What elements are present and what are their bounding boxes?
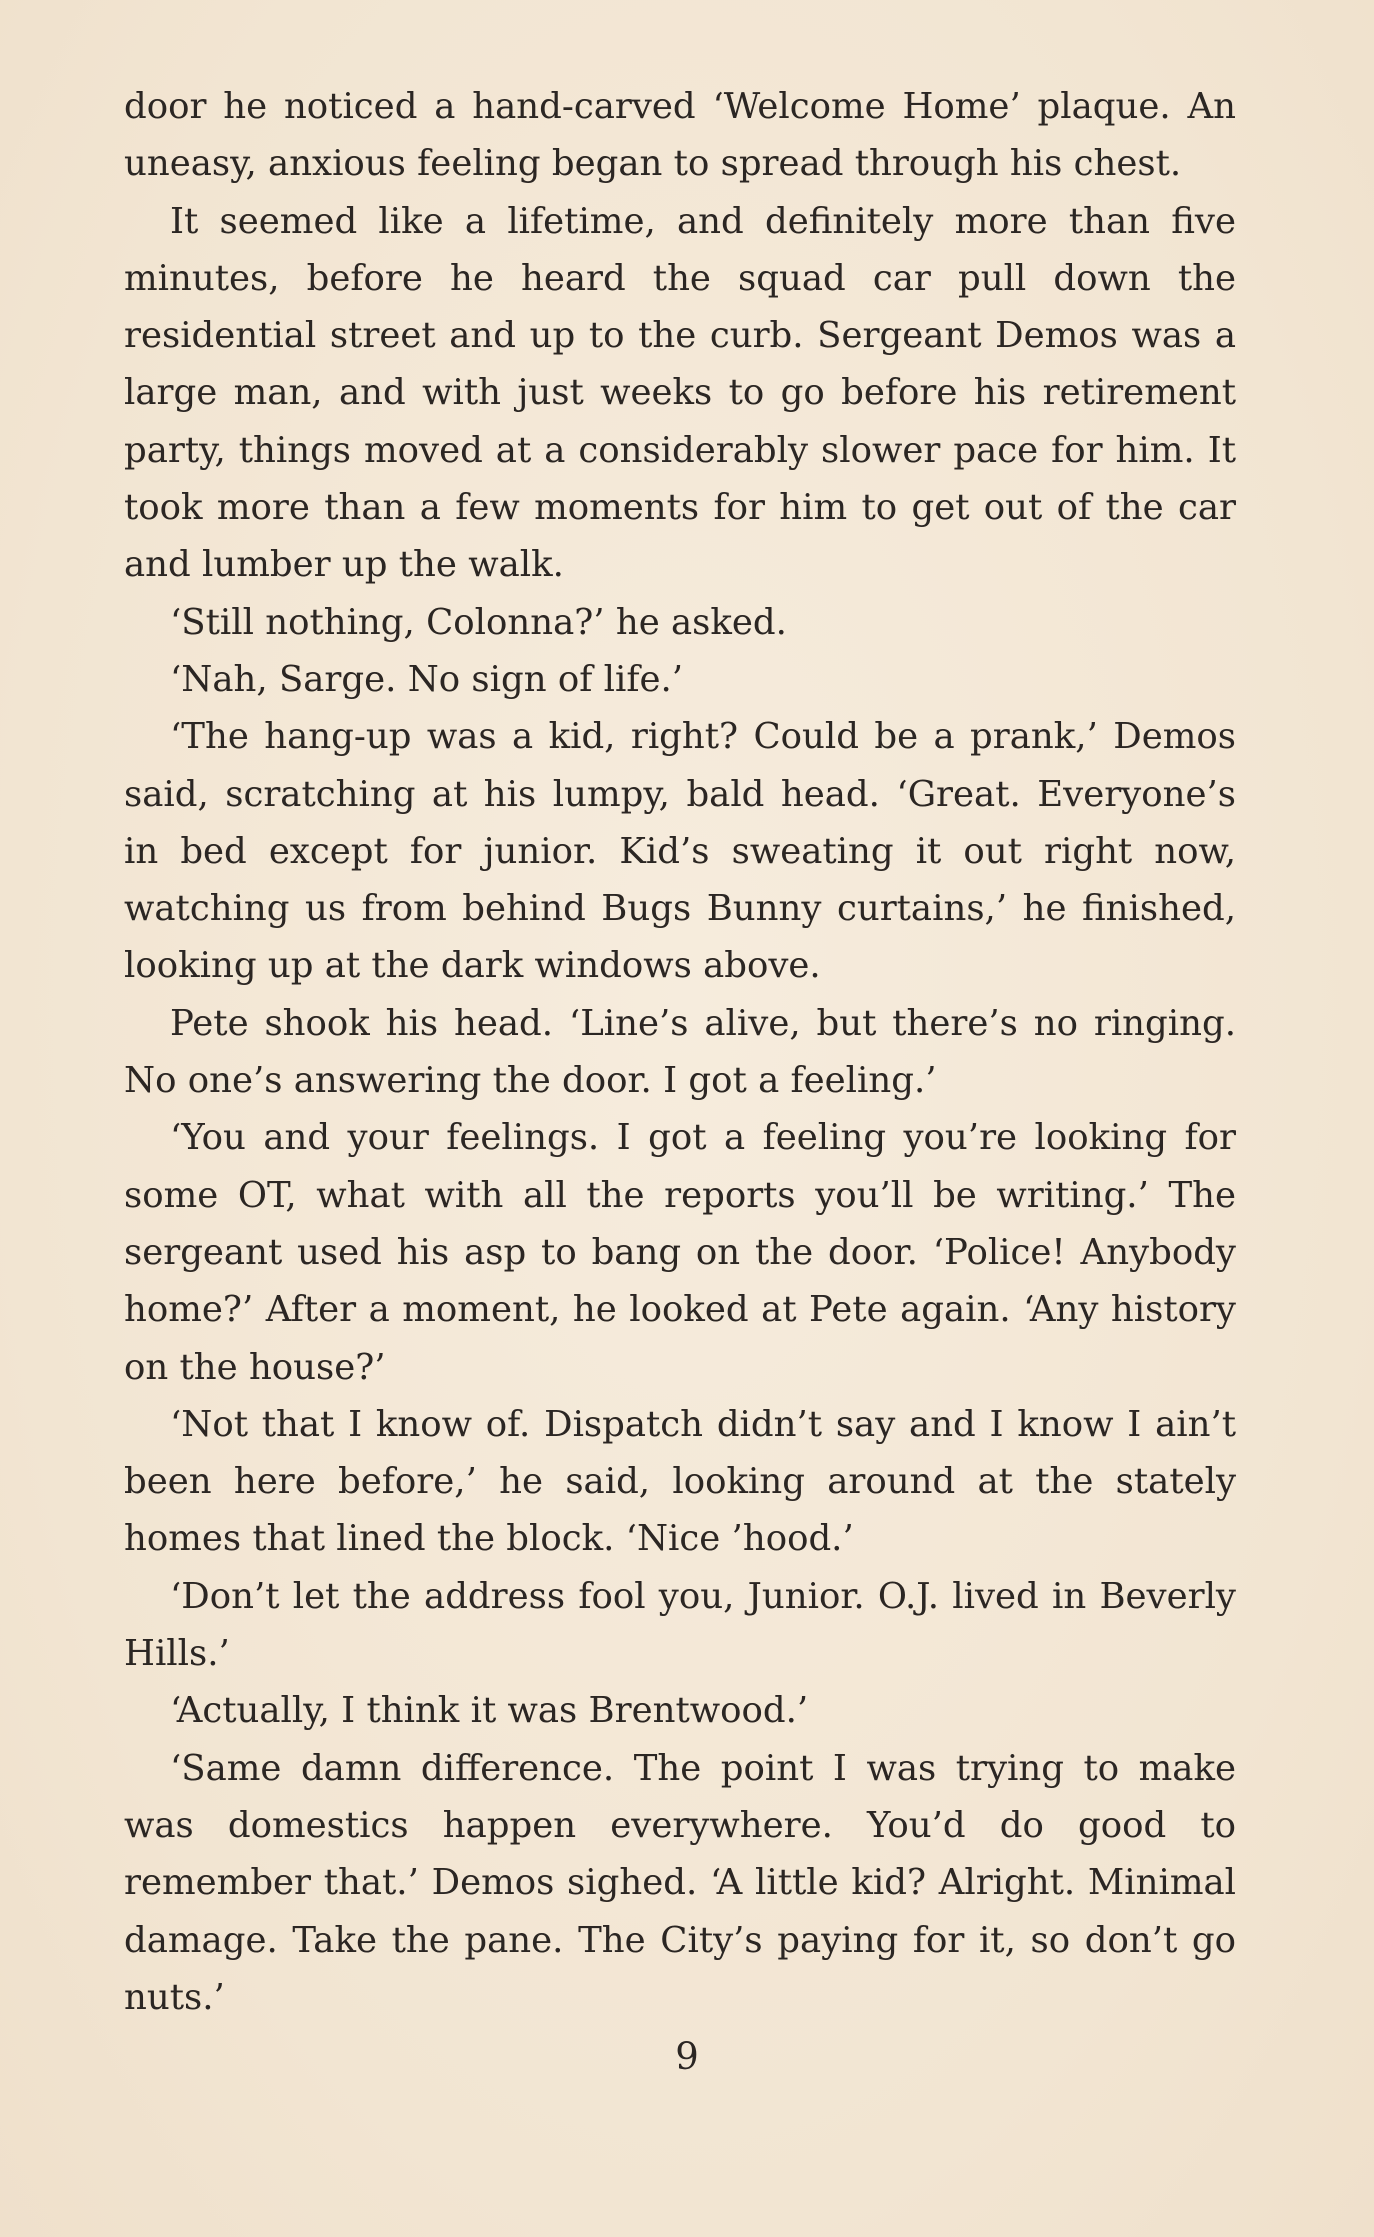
paragraph: ‘Nah, Sarge. No sign of life.’	[170, 658, 684, 700]
body-text	[124, 78, 1236, 2026]
page-number: 9	[675, 2035, 699, 2078]
paragraph: ‘Don’t let the address fool you, Junior. O.J. lived in Beverly Hills.’	[124, 1575, 1236, 1675]
paragraph: It seemed like a lifetime, and definitely more than five minutes, before he heard the squad car pull down the residential street and up to the curb. Sergeant Demos was a large man, and with just weeks to go before his retirement party, things moved at a considerably slower pace for him. It took more than a few moments for him to get out of the car and lumber up the walk.	[124, 200, 1236, 586]
paragraph-continuation: door he noticed a hand-carved ‘Welcome Home’ plaque. An uneasy, anxious feeling began to spread through his chest.	[124, 86, 1236, 185]
paragraph: ‘You and your feelings. I got a feeling you’re looking for some OT, what with all the reports you’ll be writing.’ The sergeant used his asp to bang on the door. ‘Police! Anybody home?’ After a moment, he looked at Pete again. ‘Any history on the house?’	[124, 1117, 1236, 1388]
paragraph: ‘Actually, I think it was Brentwood.’	[170, 1690, 809, 1732]
paragraph: ‘The hang-up was a kid, right? Could be a prank,’ Demos said, scratching at his lumpy, bald head. ‘Great. Everyone’s in bed except for junior. Kid’s sweating it out right now, watching us from behind Bugs Bunny curtains,’ he finished, looking up at the dark windows above.	[124, 716, 1236, 987]
paragraph: ‘Not that I know of. Dispatch didn’t say and I know I ain’t been here before,’ he said, looking around at the stately homes that lined the block. ‘Nice ’hood.’	[124, 1403, 1236, 1560]
paragraph: ‘Same damn difference. The point I was trying to make was domestics happen everywhere. You’d do good to remember that.’ Demos sighed. ‘A little kid? Alright. Minimal damage. Take the pane. The City’s paying for it, so don’t go nuts.’	[124, 1747, 1236, 2018]
paragraph: Pete shook his head. ‘Line’s alive, but there’s no ringing. No one’s answering the door. I got a feeling.’	[124, 1002, 1236, 1102]
paragraph: ‘Still nothing, Colonna?’ he asked.	[170, 601, 787, 643]
